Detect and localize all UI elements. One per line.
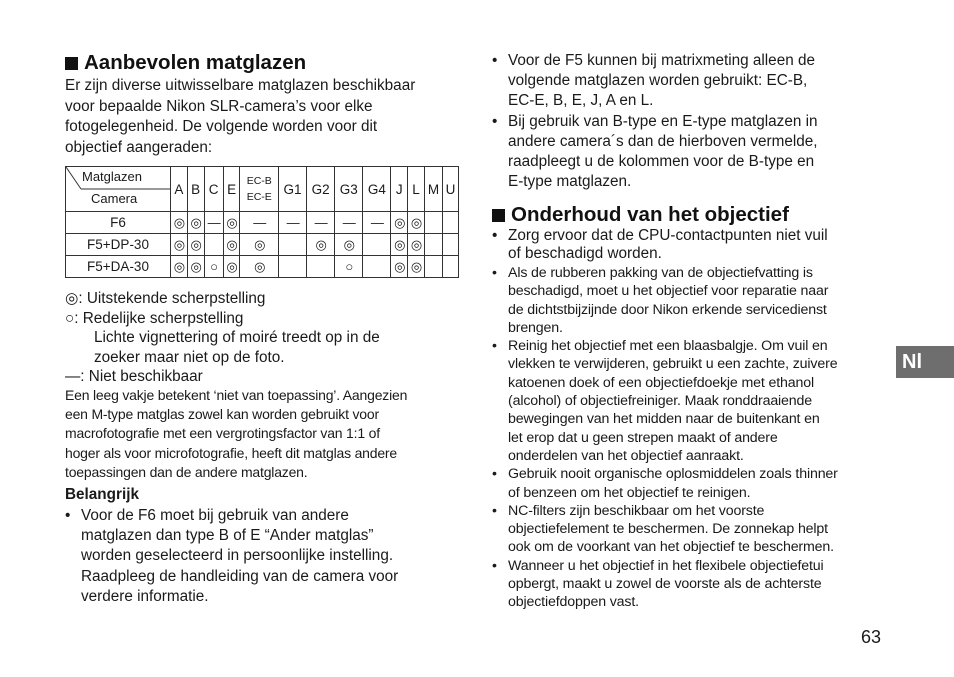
- table-cell: ◎: [240, 234, 279, 256]
- bullet-icon: •: [492, 52, 498, 69]
- table-cell: ◎: [171, 256, 188, 278]
- table-cell: [279, 256, 307, 278]
- bullet-icon: •: [492, 227, 498, 244]
- bullet-icon: •: [492, 502, 497, 519]
- table-cell: ◎: [187, 256, 204, 278]
- table-cell: [363, 256, 391, 278]
- table-cell: [424, 212, 442, 234]
- camera-cell: F5+DA-30: [66, 256, 171, 278]
- table-cell: ◎: [391, 234, 408, 256]
- table-cell: ◎: [307, 234, 335, 256]
- page-number: 63: [861, 627, 882, 647]
- section-heading-onderhoud: Onderhoud van het objectief: [492, 203, 789, 227]
- legend-unavailable: —: Niet beschikbaar: [65, 368, 203, 385]
- table-cell: [442, 256, 458, 278]
- table-row: [66, 256, 459, 278]
- table-cell: ◎: [391, 256, 408, 278]
- col-header: G3: [335, 167, 363, 212]
- care-list: [492, 264, 838, 612]
- col-header: E: [223, 167, 240, 212]
- table-cell: ◎: [171, 234, 188, 256]
- table-cell: [279, 234, 307, 256]
- table-cell: ◎: [223, 234, 240, 256]
- bullet-icon: •: [492, 265, 497, 281]
- important-title: Belangrijk: [65, 486, 139, 503]
- camera-cell: F5+DP-30: [66, 234, 171, 256]
- list-item: • Als de rubberen pakking van de objectiefvatting is beschadigd, moet u het objectief voor reparatie naar de dichtstbijzijnde door Nikon erkende servicedienst brengen.: [492, 265, 829, 336]
- col-header: B: [187, 167, 204, 212]
- f5-notes-list: [492, 51, 818, 192]
- table-cell: ◎: [391, 212, 408, 234]
- list-item: • Voor de F6 moet bij gebruik van andere matglazen dan type B of E “Ander matglas” worden geselecteerd in persoonlijke instelling. Raadpleeg de handleiding van de camera voor verdere informatie.: [65, 507, 399, 605]
- legend-acceptable-note: Lichte vignettering of moiré treedt op in de: [94, 329, 380, 346]
- table-cell: —: [307, 212, 335, 234]
- legend-excellent: ◎: Uitstekende scherpstelling: [65, 290, 266, 307]
- list-item: • Wanneer u het objectief in het flexibele objectiefetui opbergt, maakt u zowel de voorste als de achterste objectiefdoppen vast.: [492, 557, 824, 611]
- table-cell: ◎: [335, 234, 363, 256]
- table-header-row: [66, 167, 459, 212]
- col-header-ec: EC-B EC-E: [240, 167, 279, 212]
- table-cell: ○: [204, 256, 223, 278]
- legend-acceptable: ○: Redelijke scherpstelling: [65, 309, 244, 327]
- table-cell: —: [279, 212, 307, 234]
- bullet-icon: •: [492, 466, 497, 483]
- important-list: [65, 506, 398, 607]
- table-cell: [363, 234, 391, 256]
- camera-cell: F6: [66, 212, 171, 234]
- table-cell: —: [204, 212, 223, 234]
- table-cell: —: [335, 212, 363, 234]
- legend-acceptable-note: zoeker maar niet op de foto.: [94, 348, 285, 366]
- focusing-screen-table: [65, 166, 459, 278]
- square-bullet-icon: [492, 209, 505, 222]
- col-header: U: [442, 167, 458, 212]
- table-corner-cell: Matglazen Camera: [66, 167, 171, 212]
- table-row: [66, 212, 459, 234]
- list-item: • Gebruik nooit organische oplosmiddelen zoals thinner of benzeen om het objectief te reinigen.: [492, 466, 838, 501]
- table-cell: ◎: [223, 256, 240, 278]
- care-first-list: [492, 227, 828, 263]
- bullet-icon: •: [492, 557, 497, 574]
- intro-paragraph: Er zijn diverse uitwisselbare matglazen beschikbaar voor bepaalde Nikon SLR-camera’s voor elke fotogelegenheid. De volgende worden voor dit objectief aangeraden:: [65, 77, 416, 156]
- table-legend: [65, 289, 380, 387]
- table-cell: ◎: [187, 212, 204, 234]
- list-item: • NC-filters zijn beschikbaar om het voorste objectiefelement te beschermen. De zonnekap helpt ook om de voorkant van het objectief te beschermen.: [492, 502, 834, 556]
- table-cell: ◎: [240, 256, 279, 278]
- col-header: J: [391, 167, 408, 212]
- col-header: C: [204, 167, 223, 212]
- list-item: • Voor de F5 kunnen bij matrixmeting alleen de volgende matglazen worden gebruikt: EC-B, EC-E, B, E, J, A en L.: [492, 52, 815, 110]
- col-header: G2: [307, 167, 335, 212]
- col-header: A: [171, 167, 188, 212]
- bullet-icon: •: [492, 338, 497, 355]
- table-cell: [204, 234, 223, 256]
- table-cell: [307, 256, 335, 278]
- list-item: • Reinig het objectief met een blaasbalgje. Om vuil en vlekken te verwijderen, gebruikt u een zachte, zuivere katoenen doek of een objectiefdoekje met ethanol (alcohol) of objectiefreiniger. Maak ronddraaiende bewegingen van het midden naar de buitenkant en let erop dat u geen strepen maakt of andere onderdelen van het objectief aanraakt.: [492, 338, 838, 464]
- section-heading-matglazen: Aanbevolen matglazen: [65, 51, 306, 75]
- table-cell: ◎: [408, 234, 425, 256]
- table-cell: ◎: [187, 234, 204, 256]
- square-bullet-icon: [65, 57, 78, 70]
- table-cell: —: [363, 212, 391, 234]
- table-cell: ◎: [408, 212, 425, 234]
- col-header: G4: [363, 167, 391, 212]
- bullet-icon: •: [65, 507, 71, 524]
- table-cell: ◎: [171, 212, 188, 234]
- table-cell: [442, 234, 458, 256]
- list-item: • Bij gebruik van B-type en E-type matglazen in andere camera´s dan de hierboven vermelde, raadpleegt u de kolommen voor de B-type en E-type matglazen.: [492, 112, 818, 191]
- table-row: [66, 234, 459, 256]
- col-header: L: [408, 167, 425, 212]
- col-header: G1: [279, 167, 307, 212]
- table-cell: ◎: [223, 212, 240, 234]
- col-header: M: [424, 167, 442, 212]
- table-cell: [424, 256, 442, 278]
- table-cell: ◎: [408, 256, 425, 278]
- table-cell: [424, 234, 442, 256]
- bullet-icon: •: [492, 112, 498, 130]
- table-cell: [442, 212, 458, 234]
- table-note: Een leeg vakje betekent ‘niet van toepassing’. Aangezien een M-type matglas zowel kan worden gebruikt voor macrofotografie met een vergrotingsfactor van 1:1 of hoger als voor microfotografie, heeft dit matglas andere toepassingen dan de andere matglazen.: [65, 387, 408, 480]
- table-cell: —: [240, 212, 279, 234]
- list-item: • Zorg ervoor dat de CPU-contactpunten niet vuil of beschadigd worden.: [492, 227, 828, 262]
- table-cell: ○: [335, 256, 363, 278]
- language-tab: Nl: [896, 346, 954, 378]
